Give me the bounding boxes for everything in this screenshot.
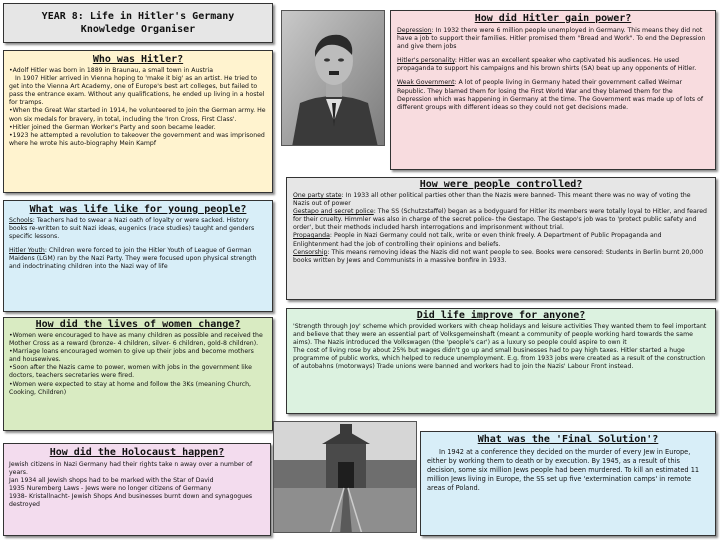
weak-government-label: Weak Government — [397, 79, 455, 87]
weak-government-paragraph — [397, 79, 709, 111]
bullet: •When the Great War started in 1914, he volunteered to join the German army. He won six medals for bravery, in total, including the 'Iron Cross, First Class'. — [9, 107, 266, 123]
young-people-panel — [3, 200, 273, 312]
bullet: •Adolf Hitler was born in 1889 in Braunau, a small town in Austria — [9, 67, 214, 74]
personality-text: : Hitler was an excellent speaker who captivated his audiences. He used propaganda to support his campaigns and his brown shirts (SA) beat up any opponents of Hitler. — [397, 57, 697, 73]
holocaust-heading: How did the Holocaust happen? — [49, 447, 225, 458]
personality-label: Hitler's personality — [397, 57, 455, 65]
bullet: •Marriage loans encouraged women to give up their jobs and become mothers and housewives. — [9, 348, 254, 364]
gestapo-paragraph — [293, 208, 709, 232]
propaganda-paragraph — [293, 232, 709, 248]
controlled-heading: How were people controlled? — [419, 179, 583, 190]
young-people-heading: What was life like for young people? — [29, 204, 247, 215]
bullet: •Soon after the Nazis came to power, women with jobs in the government like doctors, teachers secretaries were fired. — [9, 364, 252, 380]
censorship-paragraph — [293, 249, 709, 265]
gestapo-text: : The SS (Schutzstaffel) began as a bodyguard for Hitler its members were totally loyal to Hitler, and feared for their cruelty. Himmler was also in charge of the secret police- the Gestapo. The Gestapo's job was to 'protect public safety and order', but their methods included harsh interrogations and imprisonment without trial. — [293, 208, 707, 232]
holocaust-panel — [3, 443, 271, 536]
page-title: YEAR 8: Life in Hitler's Germany Knowledge Organiser — [41, 11, 235, 35]
youth-label: Hitler Youth — [9, 247, 45, 255]
portrait-drawing — [282, 11, 385, 146]
improve-paragraph-2: The cost of living rose by about 25% but wages didn't go up and small businesses had to pay high taxes. Hitler started a huge programme of public works, which helped to reduce unemployment. E.g. from 1933 jobs were created as a result of the construction of autobahns (motorways) Trade unions were banned and workers had to join the Nazis' Labour Front instead. — [293, 347, 705, 371]
gestapo-label: Gestapo and secret police — [293, 208, 374, 216]
censorship-text: : This means removing ideas the Nazis did not want people to see. Books were censored: Students in Berlin burnt 20,000 books written by Jews and Communists in a massive bonfire in 1933. — [293, 248, 704, 264]
holocaust-line: Jewish citizens in Nazi Germany had their rights take n away over a number of years. — [9, 461, 253, 477]
who-was-hitler-heading: Who was Hitler? — [92, 54, 184, 65]
title-box — [3, 3, 273, 43]
holocaust-line: 1935 Nuremberg Laws - Jews were no longer citizens of Germany — [9, 485, 212, 493]
depression-paragraph — [397, 27, 709, 51]
gain-power-heading: How did Hitler gain power? — [474, 13, 632, 24]
youth-text: : Children were forced to join the Hitler Youth of League of German Maidens (LGM) ran by the Nazi Party. They were focused upon physical strength and indoctrinating children into the Nazi way of life — [9, 247, 257, 271]
depression-text: : In 1932 there were 6 million people unemployed in Germany. This means they did not have a job to support their families. Hitler promised them "Bread and Work". To end the Depression and give them jobs — [397, 27, 706, 51]
schools-paragraph — [9, 217, 267, 241]
hitler-portrait-image — [281, 10, 385, 146]
bullet: •Women were encouraged to have as many children as possible and received the Mother Cross as a reward (bronze- 4 children, silver- 6 children, gold-8 children). — [9, 332, 263, 348]
improve-panel — [286, 308, 716, 414]
bullet: •Women were expected to stay at home and follow the 3Ks (meaning Church, Cooking, Children) — [9, 380, 252, 396]
bullet: •Hitler joined the German Worker's Party and soon became leader. — [9, 123, 216, 131]
censorship-label: Censorship — [293, 248, 328, 256]
propaganda-label: Propaganda — [293, 232, 330, 240]
propaganda-text: : People in Nazi Germany could not talk, write or even think freely. A Department of Public Propaganda and Enlightenment had the job of controlling their opinions and beliefs. — [293, 232, 662, 248]
one-party-label: One party state — [293, 192, 342, 199]
bullet: In 1907 Hitler arrived in Vienna hoping to 'make it big' as an artist. He tried to get into the Vienna Art Academy, one of Europe's best art colleges, but failed to pass the entrance exam. Without any qualifications, he ended up living in a hostel for tramps. — [9, 75, 265, 107]
schools-text: : Teachers had to swear a Nazi oath of loyalty or were sacked. History books re-written to suit Nazi ideas, eugenics (race studies) taught and genders specific lessons. — [9, 217, 255, 241]
depression-label: Depression — [397, 27, 432, 34]
holocaust-line: Jan 1934 all Jewish shops had to be marked with the Star of David — [9, 477, 214, 485]
who-was-hitler-panel — [3, 50, 273, 193]
women-panel — [3, 317, 273, 431]
improve-paragraph-1: 'Strength through Joy' scheme which provided workers with cheap holidays and leisure activities They wanted them to feel important and believe that they were an essential part of Volksgemeinshaft (meant a community of people working hard towards the same aims). The Nazis introduced the Volkswagen (the 'people's car') as a luxury so people could aspire to own it — [293, 323, 707, 347]
one-party-text: : In 1933 all other political parties other than the Nazis were banned- This meant there was no way of voting the Nazis out of power — [293, 192, 691, 208]
women-heading: How did the lives of women change? — [35, 319, 241, 330]
holocaust-line: 1938- Kristallnacht- Jewish Shops And businesses burnt down and synagogues destroyed — [9, 493, 253, 509]
camp-drawing — [274, 422, 417, 533]
bullet: •1923 he attempted a revolution to takeover the government and was imprisoned where he wrote his auto-biography Mein Kampf — [9, 131, 265, 147]
final-solution-text: In 1942 at a conference they decided on the murder of every Jew in Europe, either by working them to death or by execution. By 1945, as a result of this decision, some six million Jews people had been murdered. To kill an estimated 11 million Jews living in Europe, the SS set up five 'extermination camps' in remote areas of Poland. — [427, 448, 700, 492]
weak-government-text: : A lot of people living in Germany hated their government called Weimar Republic. They blamed them for losing the First World War and they blamed them for the Depression which was happening in Germany at the time. The Government was made up of lots of different groups with different ideas so they could not get decisions made. — [397, 79, 704, 111]
youth-paragraph — [9, 247, 267, 271]
schools-label: Schools — [9, 217, 33, 224]
final-solution-panel — [420, 431, 716, 536]
camp-gate-image — [273, 421, 417, 533]
personality-paragraph — [397, 57, 709, 73]
improve-heading: Did life improve for anyone? — [416, 310, 586, 321]
controlled-panel — [286, 177, 716, 300]
gain-power-panel — [390, 10, 716, 170]
one-party-paragraph — [293, 192, 709, 208]
final-solution-heading: What was the 'Final Solution'? — [477, 434, 659, 445]
